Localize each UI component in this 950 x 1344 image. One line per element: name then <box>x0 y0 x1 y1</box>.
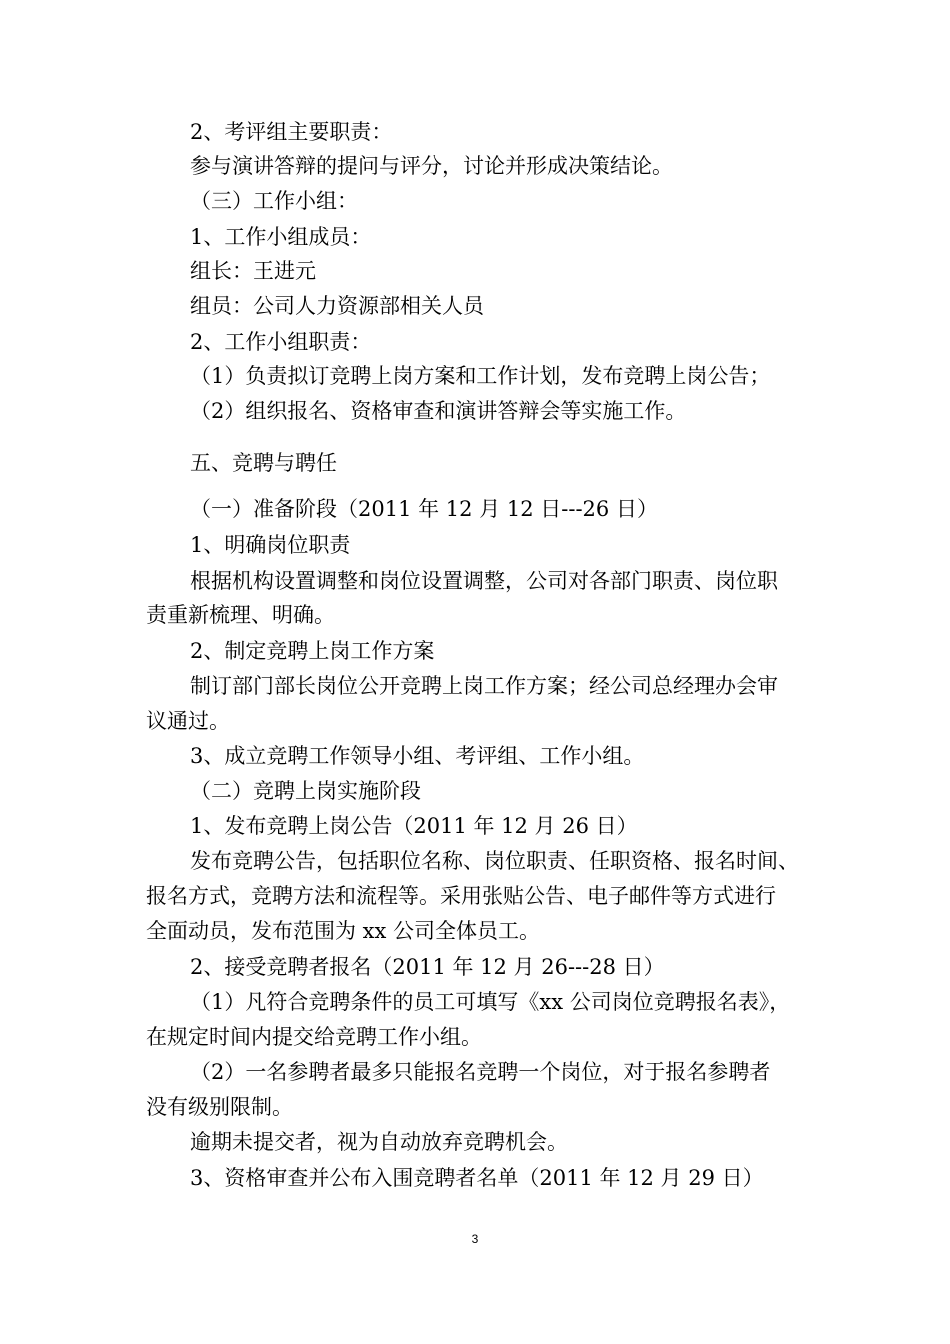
text-line: 参与演讲答辩的提问与评分，讨论并形成决策结论。 <box>190 154 673 178</box>
text-line: （1）凡符合竞聘条件的员工可填写《xx 公司岗位竞聘报名表》， <box>190 990 791 1014</box>
text-line: 2、接受竞聘者报名（2011 年 12 月 26---28 日） <box>190 955 665 979</box>
section-heading: （一）准备阶段（2011 年 12 月 12 日---26 日） <box>190 497 658 521</box>
text-line: 没有级别限制。 <box>146 1095 293 1119</box>
section-heading: 五、竞聘与聘任 <box>190 451 337 475</box>
text-line: 3、成立竞聘工作领导小组、考评组、工作小组。 <box>190 744 645 768</box>
text-line: 制订部门部长岗位公开竞聘上岗工作方案；经公司总经理办会审 <box>190 674 778 698</box>
text-line: （1）负责拟订竞聘上岗方案和工作计划，发布竞聘上岗公告； <box>190 364 771 388</box>
text-line: 报名方式，竞聘方法和流程等。采用张贴公告、电子邮件等方式进行 <box>146 884 776 908</box>
text-line: 发布竞聘公告，包括职位名称、岗位职责、任职资格、报名时间、 <box>190 849 799 873</box>
section-heading: （三）工作小组： <box>190 189 358 213</box>
text-line: 1、发布竞聘上岗公告（2011 年 12 月 26 日） <box>190 814 638 838</box>
text-line: 3、资格审查并公布入围竞聘者名单（2011 年 12 月 29 日） <box>190 1166 764 1190</box>
text-line: 全面动员，发布范围为 xx 公司全体员工。 <box>146 919 541 943</box>
text-line: 根据机构设置调整和岗位设置调整，公司对各部门职责、岗位职 <box>190 569 778 593</box>
text-line: 在规定时间内提交给竞聘工作小组。 <box>146 1025 482 1049</box>
text-line: 1、工作小组成员： <box>190 225 372 249</box>
text-line: （2）一名参聘者最多只能报名竞聘一个岗位，对于报名参聘者 <box>190 1060 771 1084</box>
text-line: 1、明确岗位职责 <box>190 533 351 557</box>
page-number: 3 <box>471 1232 479 1246</box>
text-line: 2、制定竞聘上岗工作方案 <box>190 639 435 663</box>
text-line: 组员：公司人力资源部相关人员 <box>190 294 484 318</box>
text-line: 2、考评组主要职责： <box>190 120 393 144</box>
text-line: 责重新梳理、明确。 <box>146 603 335 627</box>
text-line: 议通过。 <box>146 709 230 733</box>
text-line: 组长：王进元 <box>190 259 316 283</box>
section-heading: （二）竞聘上岗实施阶段 <box>190 779 421 803</box>
text-line: 逾期未提交者，视为自动放弃竞聘机会。 <box>190 1130 568 1154</box>
text-line: 2、工作小组职责： <box>190 330 372 354</box>
text-line: （2）组织报名、资格审查和演讲答辩会等实施工作。 <box>190 399 687 423</box>
